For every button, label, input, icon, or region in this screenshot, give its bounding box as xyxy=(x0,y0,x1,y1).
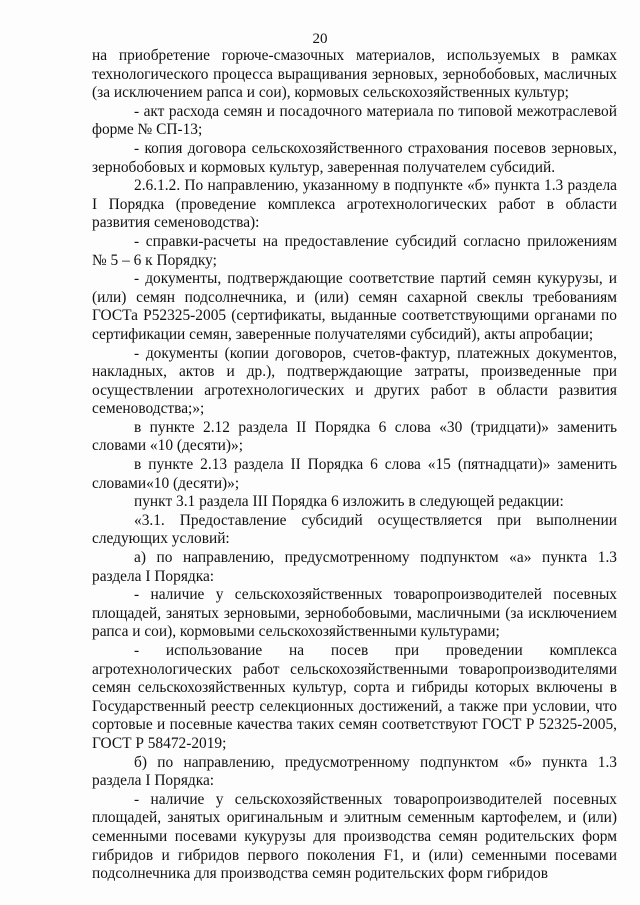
paragraph: - справки-расчеты на предоставление субсидий согласно приложениям № 5 – 6 к Порядку; xyxy=(92,232,617,269)
paragraph: - использование на посев при проведении комплекса агротехнологических работ сельскохозяйственными товаропроизводителями семян сельскохозяйственных культур, сорта и гибриды которых включены в Государственный реестр селекционных достижений, а также при условии, что сортовые и посевные качества таких семян соответствуют ГОСТ Р 52325-2005, ГОСТ Р 58472-2019; xyxy=(92,642,617,752)
paragraph: - документы, подтверждающие соответствие партий семян кукурузы, и (или) семян подсолнечника, и (или) семян сахарной свеклы требованиям ГОСТа Р52325-2005 (сертификаты, выданные соответствующими органами по сертификации семян, заверенные получателями субсидий), акты апробации; xyxy=(92,270,617,343)
paragraph: - наличие у сельскохозяйственных товаропроизводителей посевных площадей, занятых оригинальным и элитным семенным картофелем, и (или) семенными посевами кукурузы для производства семян родительских форм гибридов и гибридов первого поколения F1, и (или) семенными посевами подсолнечника для производства семян родительских форм гибридов xyxy=(92,790,617,883)
paragraph: «3.1. Предоставление субсидий осуществляется при выполнении следующих условий: xyxy=(92,511,617,548)
paragraph: а) по направлению, предусмотренному подпунктом «а» пункта 1.3 раздела I Порядка: xyxy=(92,549,617,585)
paragraph: в пункте 2.12 раздела II Порядка 6 слова «30 (тридцати)» заменить словами «10 (десяти)»; xyxy=(92,418,617,455)
paragraph: 2.6.1.2. По направлению, указанному в подпункте «б» пункта 1.3 раздела I Порядка (проведение комплекса агротехнологических работ в области развития семеноводства): xyxy=(92,177,617,232)
paragraph: б) по направлению, предусмотренному подпунктом «б» пункта 1.3 раздела I Порядка: xyxy=(92,753,617,790)
paragraph: - документы (копии договоров, счетов-фактур, платежных документов, накладных, актов и др.), подтверждающие затраты, произведенные при осуществлении агротехнологических и других работ в области развития семеноводства;»; xyxy=(92,344,617,418)
document-body xyxy=(92,47,617,884)
paragraph: пункт 3.1 раздела III Порядка 6 изложить в следующей редакции: xyxy=(134,493,564,511)
paragraph: - копия договора сельскохозяйственного страхования посевов зерновых, зернобобовых и кормовых культур, заверенная получателем субсидий. xyxy=(92,139,617,176)
paragraph: - наличие у сельскохозяйственных товаропроизводителей посевных площадей, занятых зерновыми, зернобобовыми, масличными (за исключением рапса и сои), кормовыми сельскохозяйственными культурами; xyxy=(92,586,617,641)
paragraph: в пункте 2.13 раздела II Порядка 6 слова «15 (пятнадцати)» заменить словами«10 (десяти)»; xyxy=(92,456,617,492)
page-number: 20 xyxy=(312,31,328,47)
paragraph: - акт расхода семян и посадочного материала по типовой межотраслевой форме № СП-13; xyxy=(92,102,617,139)
paragraph: на приобретение горюче-смазочных материалов, используемых в рамках технологического процесса выращивания зерновых, зернобобовых, масличных (за исключением рапса и сои), кормовых сельскохозяйственных культур; xyxy=(92,47,617,102)
